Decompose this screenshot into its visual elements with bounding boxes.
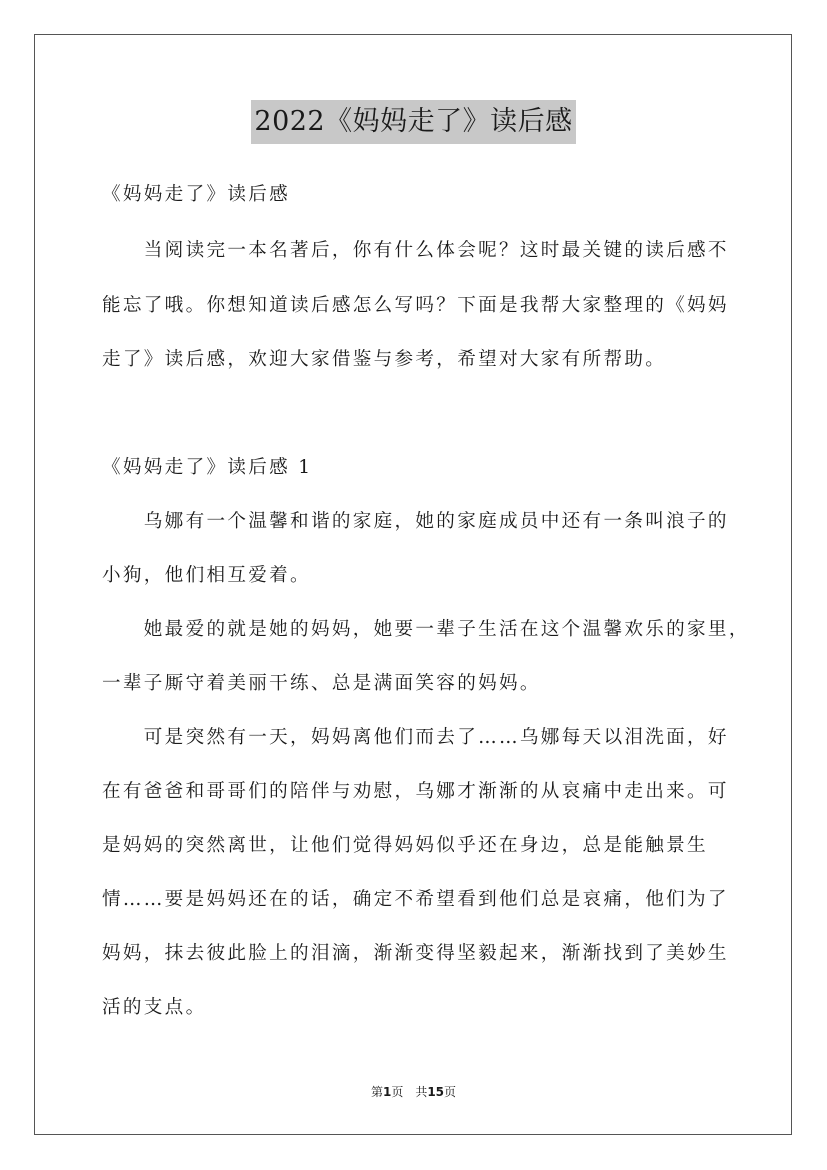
paragraph-line: 当阅读完一本名著后，你有什么体会呢？这时最关键的读后感不 [102, 240, 729, 261]
intro-heading: 《妈妈走了》读后感 [102, 184, 291, 205]
paragraph-line: 在有爸爸和哥哥们的陪伴与劝慰，乌娜才渐渐的从哀痛中走出来。可 [102, 781, 729, 802]
paragraph-line: 走了》读后感，欢迎大家借鉴与参考，希望对大家有所帮助。 [102, 349, 667, 370]
paragraph-line: 情……要是妈妈还在的话，确定不希望看到他们总是哀痛，他们为了 [102, 889, 729, 910]
page-footer [0, 1083, 827, 1100]
page-total: 15 [427, 1085, 445, 1099]
paragraph-line: 一辈子厮守着美丽干练、总是满面笑容的妈妈。 [102, 673, 541, 694]
paragraph-line: 能忘了哦。你想知道读后感怎么写吗？下面是我帮大家整理的《妈妈 [102, 295, 729, 316]
section-heading: 《妈妈走了》读后感 1 [102, 457, 313, 478]
page-prefix: 第 [370, 1085, 383, 1099]
paragraph-line: 可是突然有一天，妈妈离他们而去了……乌娜每天以泪洗面，好 [102, 727, 729, 748]
paragraph-line: 乌娜有一个温馨和谐的家庭，她的家庭成员中还有一条叫浪子的 [102, 511, 729, 532]
paragraph-line: 小狗，他们相互爱着。 [102, 565, 311, 586]
page-suffix: 页 [444, 1085, 457, 1099]
document-title: 2022《妈妈走了》读后感 [251, 100, 575, 144]
page-mid: 页 共 [391, 1085, 428, 1099]
page-current: 1 [382, 1085, 392, 1099]
paragraph-line: 活的支点。 [102, 997, 207, 1018]
paragraph-line: 妈妈，抹去彼此脸上的泪滴，渐渐变得坚毅起来，渐渐找到了美妙生 [102, 943, 729, 964]
paragraph-line: 她最爱的就是她的妈妈，她要一辈子生活在这个温馨欢乐的家里， [102, 619, 750, 640]
title-wrap [0, 100, 827, 144]
paragraph-line: 是妈妈的突然离世，让他们觉得妈妈似乎还在身边，总是能触景生 [102, 835, 708, 856]
